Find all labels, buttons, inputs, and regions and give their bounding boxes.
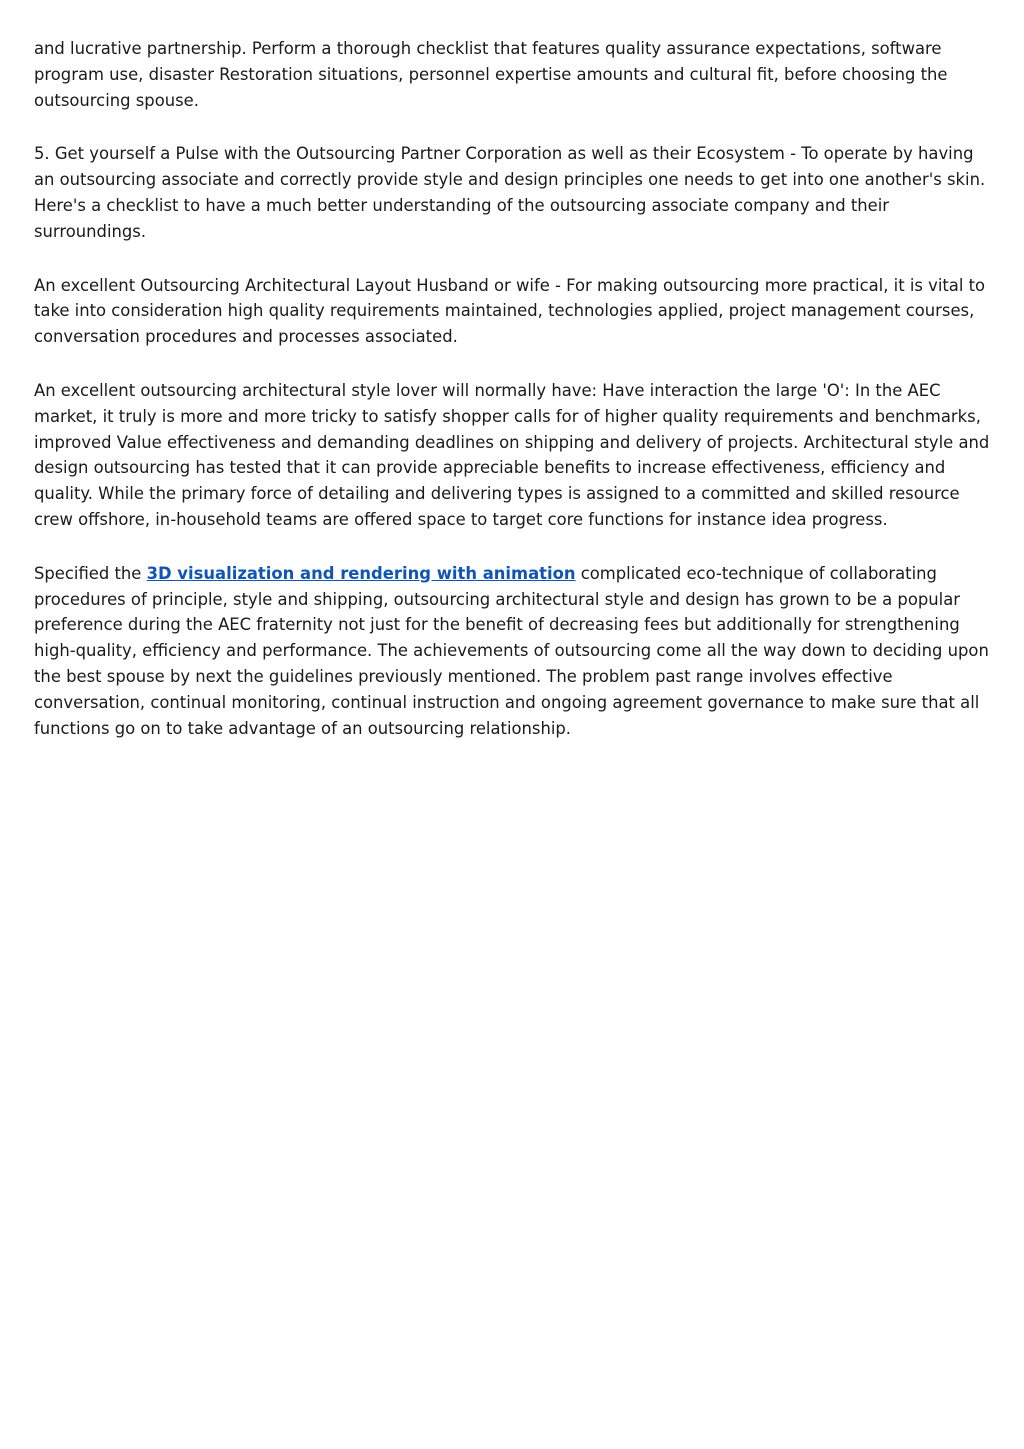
visualization-rendering-link[interactable]: 3D visualization and rendering with animation (146, 563, 576, 583)
paragraph-specified (34, 561, 996, 742)
paragraph-excellent-partner: An excellent Outsourcing Architectural Layout Husband or wife - For making outsourcing more practical, it is vital to take into consideration high quality requirements maintained, technologies applied, project management courses, conversation procedures and processes associated. (34, 275, 986, 347)
paragraph-large-o: An excellent outsourcing architectural style lover will normally have: Have interaction the large 'O': In the AEC market, it truly is more and more tricky to satisfy shopper calls for of higher quality requirements and benchmarks, improved Value effectiveness and demanding deadlines on shipping and delivery of projects. Architectural style and design outsourcing has tested that it can provide appreciable benefits to increase effectiveness, efficiency and quality. While the primary force of detailing and delivering types is assigned to a committed and skilled resource crew offshore, in-household teams are offered space to target core functions for instance idea progress. (34, 380, 990, 529)
document-page (34, 36, 996, 769)
paragraph-specified-rest: complicated eco-technique of collaborating procedures of principle, style and shipping, outsourcing architectural style and design has grown to be a popular preference during the AEC fraternity not just for the benefit of decreasing fees but additionally for strengthening high-quality, efficiency and performance. The achievements of outsourcing come all the way down to deciding upon the best spouse by next the guidelines previously mentioned. The problem past range involves effective conversation, continual monitoring, continual instruction and ongoing agreement governance to make sure that all functions go on to take advantage of an outsourcing relationship. (34, 563, 989, 738)
paragraph-partnership-checklist: and lucrative partnership. Perform a thorough checklist that features quality assurance expectations, software program use, disaster Restoration situations, personnel expertise amounts and cultural fit, before choosing the outsourcing spouse. (34, 39, 948, 110)
paragraph-pulse-partner: 5. Get yourself a Pulse with the Outsourcing Partner Corporation as well as their Ecosystem - To operate by having an outsourcing associate and correctly provide style and design principles one needs to get into one another's skin. Here's a checklist to have a much better understanding of the outsourcing associate company and their surroundings. (34, 144, 986, 241)
paragraph-specified-lead: Specified the (34, 563, 147, 583)
